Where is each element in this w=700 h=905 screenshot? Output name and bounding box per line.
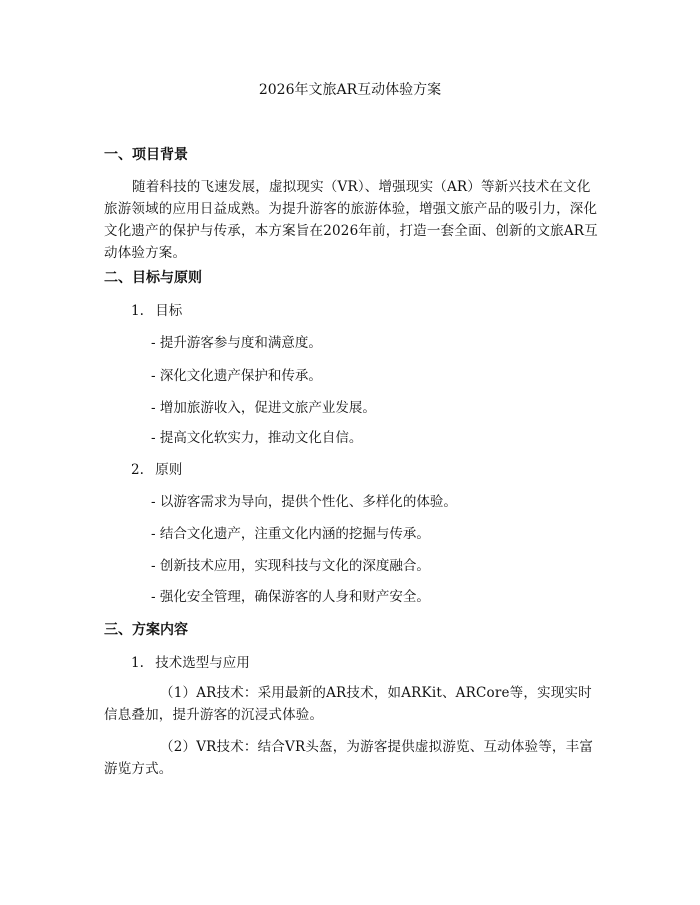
section-heading-plan-content: 三、方案内容 — [104, 622, 188, 638]
goal-item: - 提升游客参与度和满意度。 — [151, 335, 322, 351]
section-heading-background: 一、项目背景 — [104, 147, 188, 163]
section-heading-goals-principles: 二、目标与原则 — [104, 270, 202, 286]
subheading-label: 技术选型与应用 — [155, 655, 250, 671]
subheading-number: 2. — [131, 462, 144, 478]
principle-item: - 强化安全管理，确保游客的人身和财产安全。 — [151, 589, 430, 605]
goal-item: - 深化文化遗产保护和传承。 — [151, 368, 322, 384]
goal-item: - 提高文化软实力，推动文化自信。 — [151, 430, 363, 446]
subheading-principles — [131, 460, 182, 480]
subheading-number: 1. — [131, 655, 144, 671]
tech-item-ar: （1）AR技术：采用最新的AR技术，如ARKit、ARCore等，实现实时信息叠加，提升游客的沉浸式体验。 — [104, 685, 592, 723]
subheading-goals — [131, 301, 182, 321]
subheading-tech — [131, 653, 250, 673]
subheading-label: 目标 — [155, 303, 183, 319]
subheading-number: 1. — [131, 303, 144, 319]
principle-item: - 结合文化遗产，注重文化内涵的挖掘与传承。 — [151, 526, 430, 542]
subheading-label: 原则 — [155, 462, 183, 478]
tech-item-vr: （2）VR技术：结合VR头盔，为游客提供虚拟游览、互动体验等，丰富游览方式。 — [104, 739, 594, 777]
principle-item: - 以游客需求为导向，提供个性化、多样化的体验。 — [151, 494, 457, 510]
goal-item: - 增加旅游收入，促进文旅产业发展。 — [151, 400, 376, 416]
principle-item: - 创新技术应用，实现科技与文化的深度融合。 — [151, 558, 430, 574]
background-paragraph: 随着科技的飞速发展，虚拟现实（VR）、增强现实（AR）等新兴技术在文化旅游领域的应用日益成熟。为提升游客的旅游体验，增强文旅产品的吸引力，深化文化遗产的保护与传承，本方案旨在2026年前，打造一套全面、创新的文旅AR互动体验方案。 — [104, 179, 598, 261]
document-title: 2026年文旅AR互动体验方案 — [258, 82, 442, 98]
